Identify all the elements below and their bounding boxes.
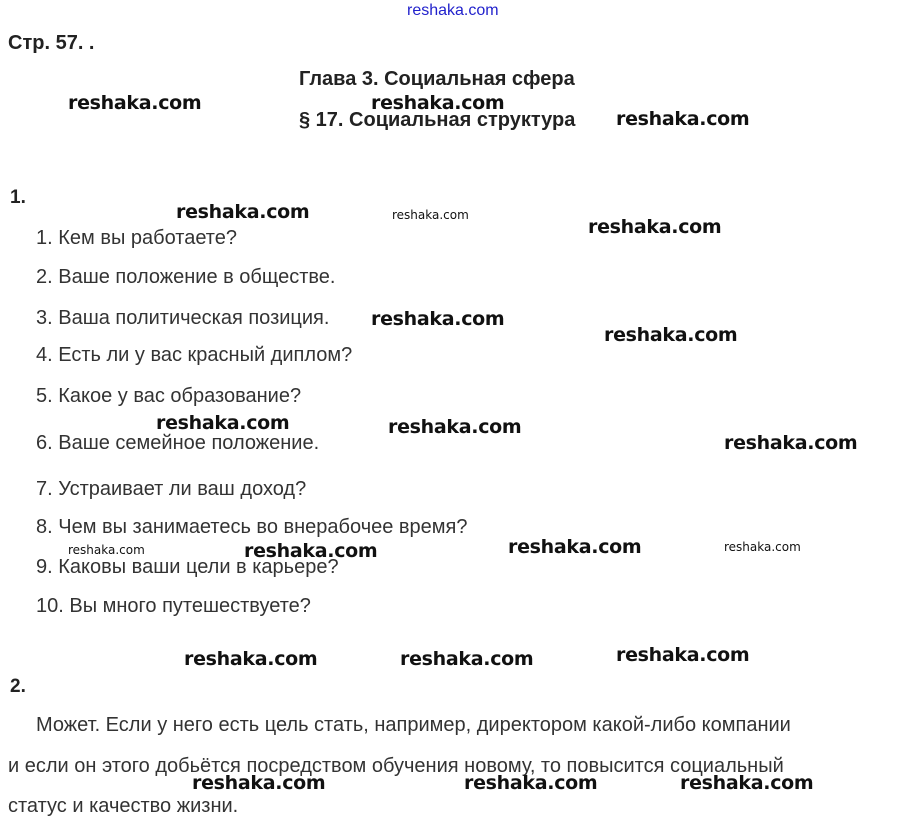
answer-line: и если он этого добьётся посредством обучения новому, то повысится социальный [8, 755, 784, 777]
list-item: 3. Ваша политическая позиция. [36, 307, 330, 329]
answer-line: статус и качество жизни. [8, 795, 239, 817]
list-item: 7. Устраивает ли ваш доход? [36, 478, 307, 500]
watermark: reshaka.com [371, 308, 505, 330]
watermark: reshaka.com [244, 540, 378, 562]
watermark: reshaka.com [176, 201, 310, 223]
list-item: 10. Вы много путешествуете? [36, 595, 311, 617]
watermark: reshaka.com [464, 772, 598, 794]
watermark: reshaka.com [680, 772, 814, 794]
watermark: reshaka.com [388, 416, 522, 438]
watermark: reshaka.com [392, 208, 469, 222]
watermark: reshaka.com [156, 412, 290, 434]
list-item: 4. Есть ли у вас красный диплом? [36, 344, 353, 366]
list-item: 1. Кем вы работаете? [36, 227, 237, 249]
watermark: reshaka.com [588, 216, 722, 238]
watermark: reshaka.com [616, 108, 750, 130]
page-reference: Стр. 57. . [8, 32, 95, 54]
chapter-title: Глава 3. Социальная сфера [299, 68, 575, 90]
list-item: 8. Чем вы занимаетесь во внерабочее время? [36, 516, 468, 538]
list-item: 5. Какое у вас образование? [36, 385, 302, 407]
list-item: 6. Ваше семейное положение. [36, 432, 320, 454]
watermark: reshaka.com [508, 536, 642, 558]
watermark: reshaka.com [371, 92, 505, 114]
watermark: reshaka.com [192, 772, 326, 794]
watermark: reshaka.com [184, 648, 318, 670]
watermark: reshaka.com [616, 644, 750, 666]
task-2-number: 2. [10, 676, 26, 697]
list-item: 2. Ваше положение в обществе. [36, 266, 336, 288]
watermark: reshaka.com [400, 648, 534, 670]
watermark: reshaka.com [724, 540, 801, 554]
list-item: 9. Каковы ваши цели в карьере? [36, 556, 339, 578]
watermark: reshaka.com [68, 92, 202, 114]
answer-line: Может. Если у него есть цель стать, например, директором какой-либо компании [36, 714, 791, 736]
watermark: reshaka.com [724, 432, 858, 454]
section-title: § 17. Социальная структура [299, 109, 576, 131]
task-1-number: 1. [10, 187, 26, 208]
watermark: reshaka.com [604, 324, 738, 346]
watermark-top: reshaka.com [407, 2, 499, 19]
watermark: reshaka.com [68, 543, 145, 557]
